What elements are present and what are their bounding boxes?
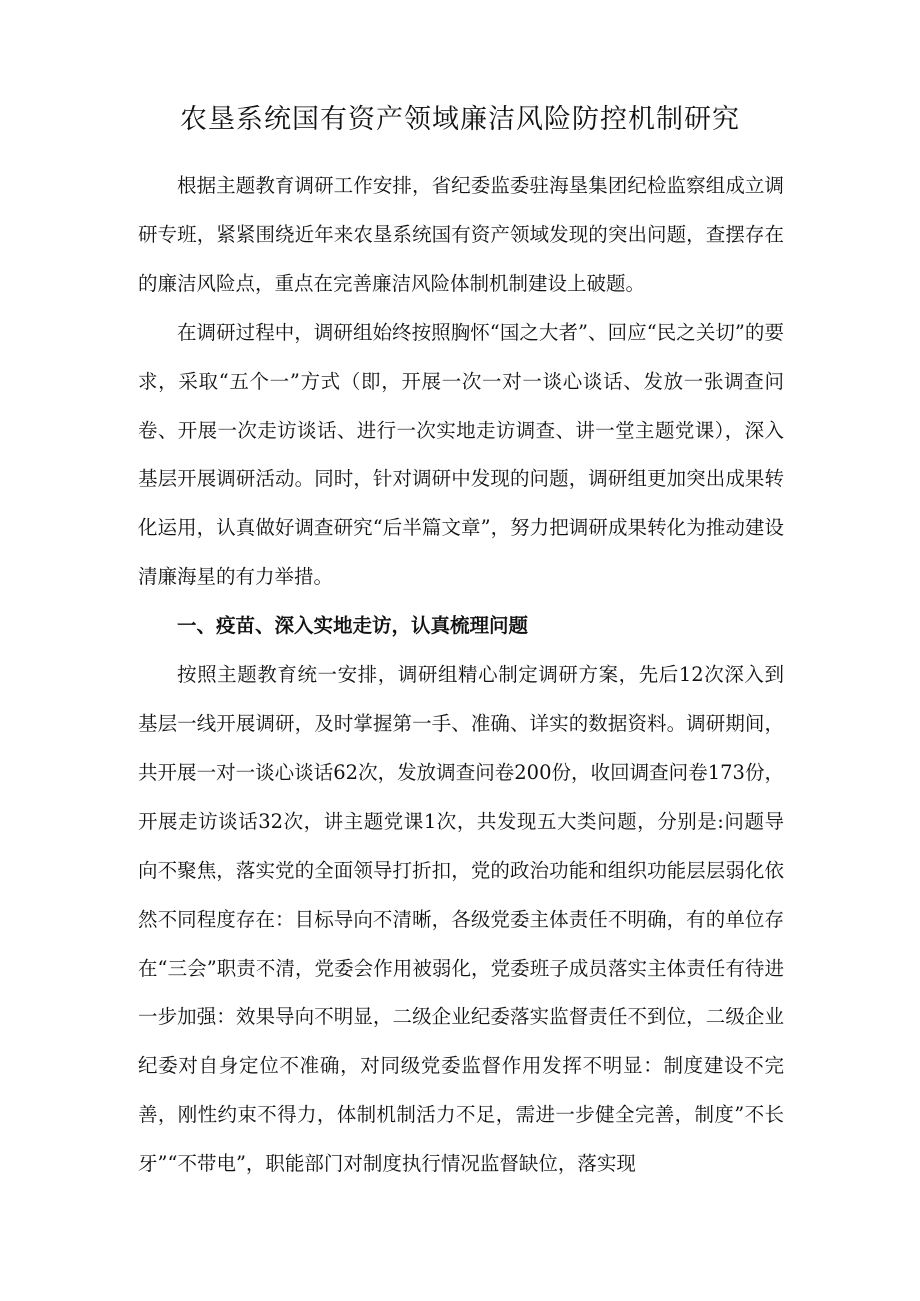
section-paragraph: 按照主题教育统一安排，调研组精心制定调研方案，先后12次深入到基层一线开展调研，及时掌握第一手、准确、详实的数据资料。调研期间，共开展一对一谈心谈话62次，发放调查问卷200份，收回调查问卷173份，开展走访谈话32次，讲主题党课1次，共发现五大类问题，分别是:问题导向不聚焦，落实党的全面领导打折扣，党的政治功能和组织功能层层弱化依然不同程度存在：目标导向不清晰，各级党委主体责任不明确，有的单位存在“三会”职责不清，党委会作用被弱化，党委班子成员落实主体责任有待进一步加强：效果导向不明显，二级企业纪委落实监督责任不到位，二级企业纪委对自身定位不准确，对同级党委监督作用发挥不明显：制度建设不完善，刚性约束不得力，体制机制活力不足，需进一步健全完善，制度”不长牙”“不带电”，职能部门对制度执行情况监督缺位，落实现 (138, 663, 784, 1176)
section-heading: 一、疫苗、深入实地走访，认真梳理问题 (177, 614, 529, 638)
document-body (138, 162, 784, 1189)
document-title: 农垦系统国有资产领域廉洁风险防控机制研究 (180, 104, 740, 135)
intro-paragraph: 根据主题教育调研工作安排，省纪委监委驻海垦集团纪检监察组成立调研专班，紧紧围绕近年来农垦系统国有资产领域发现的突出问题，查摆存在的廉洁风险点，重点在完善廉洁风险体制机制建设上破题。 (138, 174, 784, 295)
process-paragraph: 在调研过程中，调研组始终按照胸怀“国之大者”、回应“民之关切”的要求，采取“五个一”方式（即，开展一次一对一谈心谈话、发放一张调查问卷、开展一次走访谈话、进行一次实地走访调查、讲一堂主题党课），深入基层开展调研活动。同时，针对调研中发现的问题，调研组更加突出成果转化运用，认真做好调查研究“后半篇文章”，努力把调研成果转化为推动建设清廉海星的有力举措。 (138, 320, 784, 589)
